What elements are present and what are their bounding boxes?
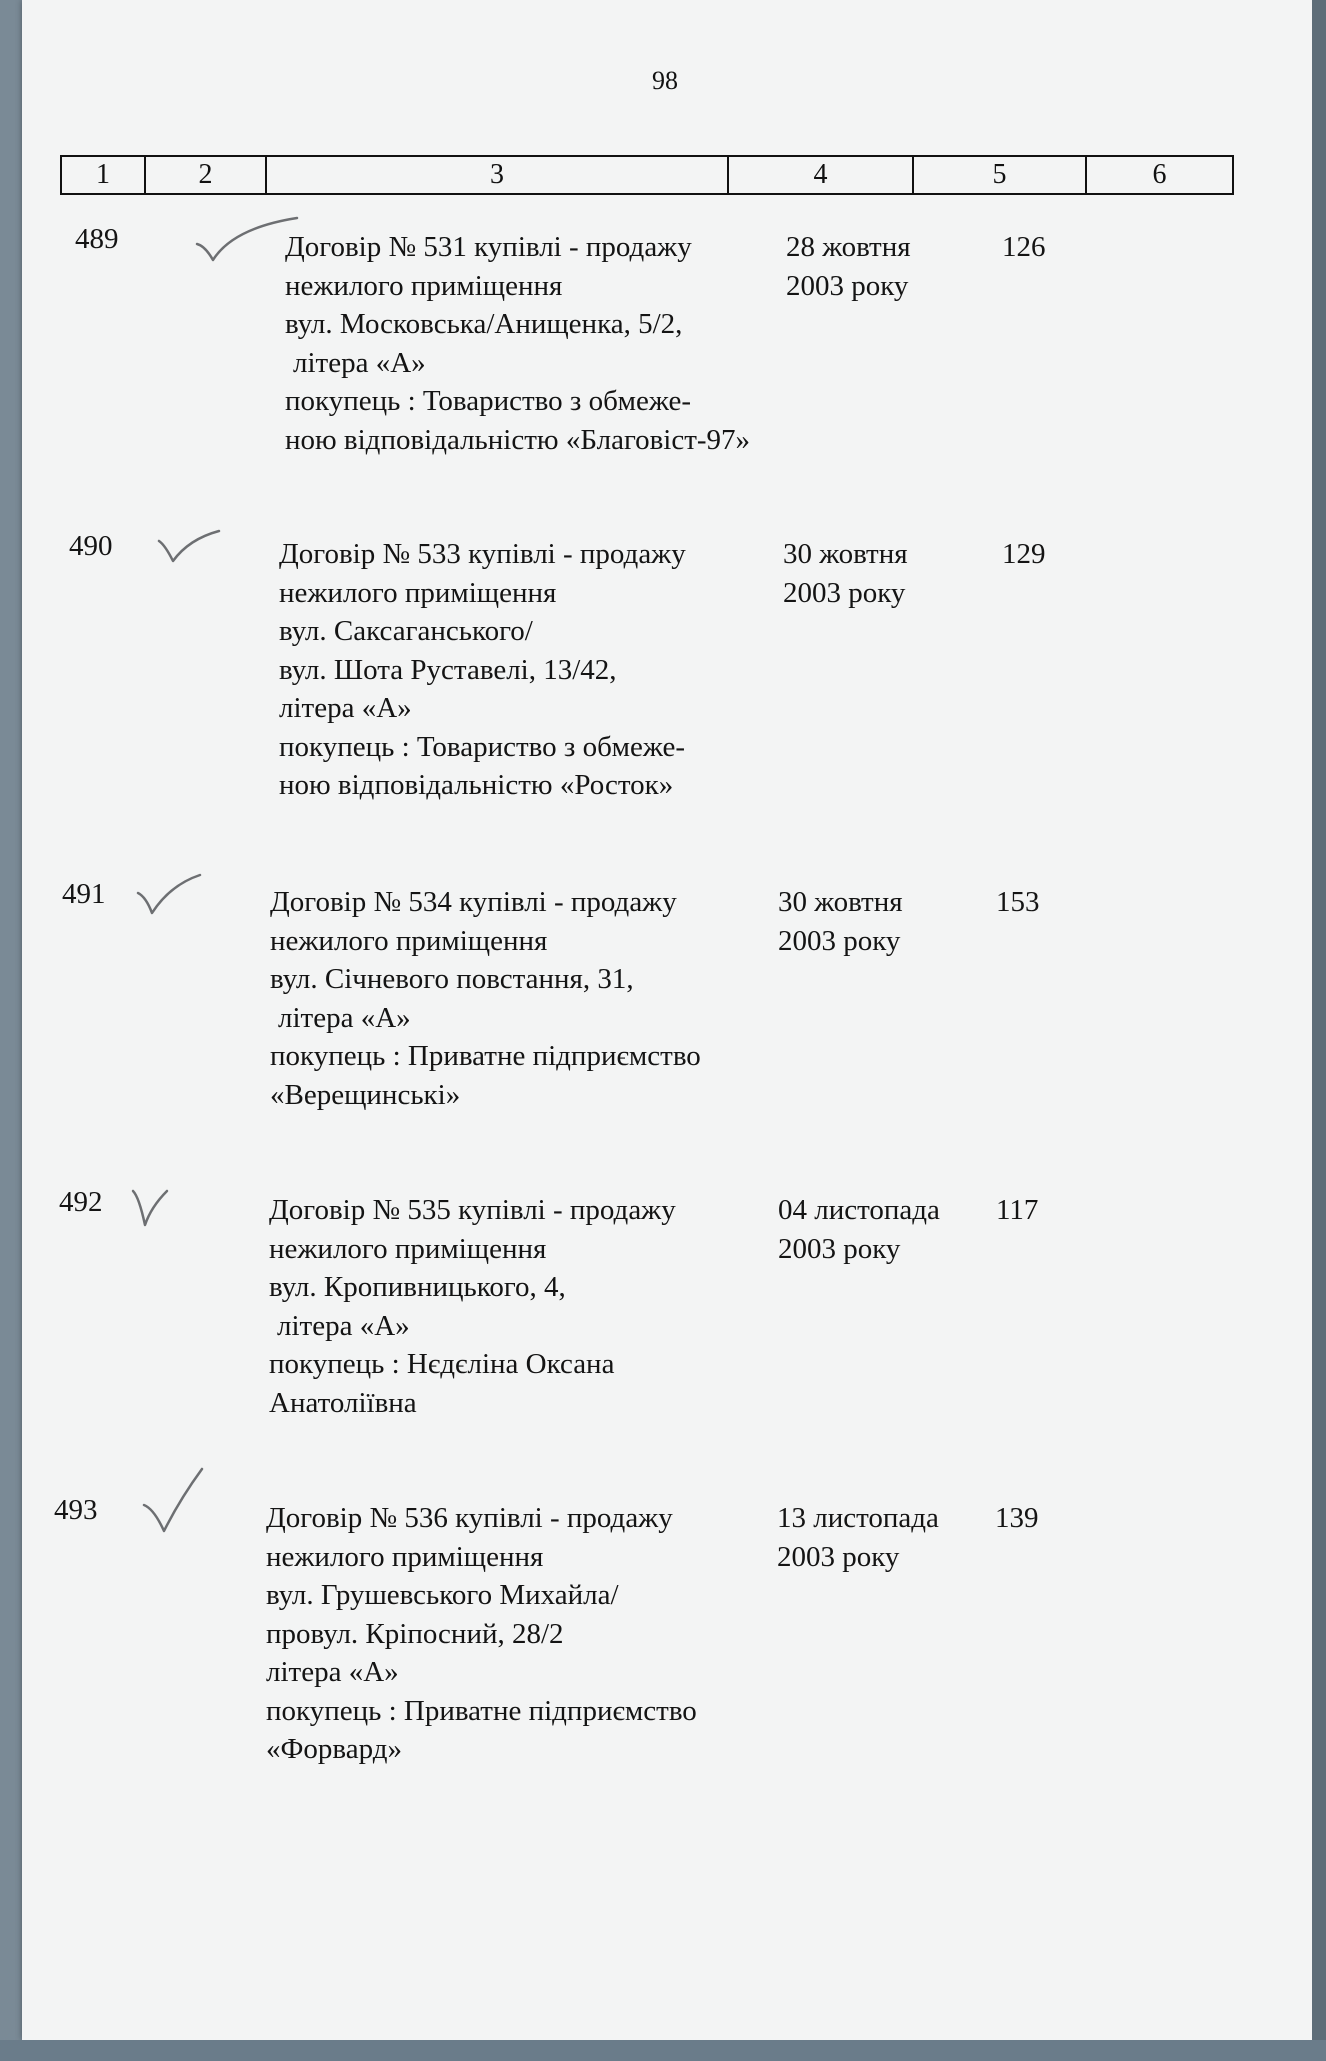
page-edge-shadow — [1312, 0, 1326, 2061]
entry-number: 490 — [69, 530, 113, 562]
entry-number: 492 — [59, 1186, 103, 1218]
entry-description: Договір № 531 купівлі - продажу нежилого приміщення вул. Московська/Анищенка, 5/2, літера «А» покупець : Товариство з обмеже- ною відповідальністю «Благовіст-97» — [285, 231, 751, 456]
background-strip — [0, 2040, 1326, 2061]
column-header-3: 3 — [266, 156, 728, 194]
entry-date: 13 листопада 2003 року — [777, 1502, 939, 1573]
entry-number: 489 — [75, 223, 119, 255]
checkmark-icon — [155, 527, 225, 567]
entry-date: 04 листопада 2003 року — [778, 1194, 940, 1265]
column-header-1: 1 — [61, 156, 145, 194]
column-header-4: 4 — [728, 156, 913, 194]
checkmark-icon — [129, 1183, 179, 1233]
entry-pages: 153 — [996, 886, 1040, 918]
page-number: 98 — [652, 66, 678, 95]
entry-number: 491 — [62, 878, 106, 910]
entry-description: Договір № 534 купівлі - продажу нежилого приміщення вул. Січневого повстання, 31, літера «А» покупець : Приватне підприємство «Верещинські» — [270, 886, 701, 1111]
column-header-5: 5 — [913, 156, 1086, 194]
entry-pages: 117 — [996, 1194, 1039, 1226]
entry-description: Договір № 536 купівлі - продажу нежилого приміщення вул. Грушевського Михайла/ провул. Кріпосний, 28/2 літера «А» покупець : Приватне підприємство «Форвард» — [266, 1502, 697, 1765]
column-header-2: 2 — [145, 156, 266, 194]
entry-number: 493 — [54, 1494, 98, 1526]
entry-pages: 129 — [1002, 538, 1046, 570]
entry-pages: 139 — [995, 1502, 1039, 1534]
entry-date: 28 жовтня 2003 року — [786, 231, 911, 302]
document-page — [22, 0, 1312, 2040]
checkmark-icon — [140, 1465, 220, 1545]
entry-description: Договір № 533 купівлі - продажу нежилого приміщення вул. Саксаганського/ вул. Шота Руставелі, 13/42, літера «А» покупець : Товариство з обмеже- ною відповідальністю «Росток» — [279, 538, 686, 801]
entry-pages: 126 — [1002, 231, 1046, 263]
checkmark-icon — [134, 871, 204, 921]
bleed-through-text — [260, 495, 267, 533]
column-header-table — [60, 155, 1234, 195]
column-header-6: 6 — [1086, 156, 1233, 194]
entry-date: 30 жовтня 2003 року — [783, 538, 908, 609]
entry-description: Договір № 535 купівлі - продажу нежилого приміщення вул. Кропивницького, 4, літера «А» покупець : Нєдєліна Оксана Анатоліївна — [269, 1194, 676, 1419]
entry-date: 30 жовтня 2003 року — [778, 886, 903, 957]
